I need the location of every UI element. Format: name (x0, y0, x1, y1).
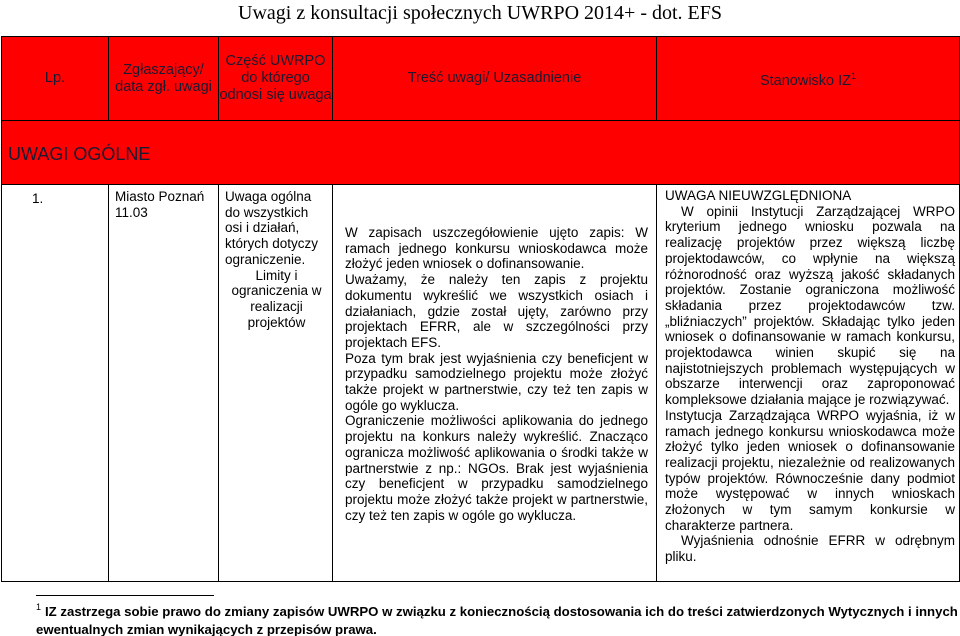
row-zglaszajacy-date: 11.03 (115, 204, 148, 220)
comments-table (1, 36, 960, 582)
header-czesc: Część UWRPO do którego odnosi się uwaga (219, 37, 333, 121)
footnote-divider (36, 595, 214, 596)
header-stanowisko-label: Stanowisko IZ (759, 72, 852, 89)
table-header-row (2, 37, 960, 121)
row-lp: 1. (2, 185, 109, 582)
row-czesc-text: Uwaga ogólna do wszystkich osi i działań, których dotyczy ograniczenie. (225, 189, 319, 267)
footnote (36, 598, 958, 636)
row-czesc (219, 185, 333, 582)
row-tresc-paragraph: Uważamy, że należy ten zapis z projektu dokumentu wykreślić we wszystkich osiach i działaniach, gdzie został ujęty, zarówno przy projektach EFRR, ale w szczególności przy projektach EFS. (345, 272, 648, 350)
header-tresc: Treść uwagi/ Uzasadnienie (333, 37, 657, 121)
section-row (2, 121, 960, 185)
row-tresc-paragraph: W zapisach uszczegółowienie ujęto zapis: W ramach jednego konkursu wnioskodawca może złożyć jeden wniosek o dofinansowanie. (345, 225, 648, 272)
header-zglaszajacy: Zgłaszający/ data zgł. uwagi (109, 37, 219, 121)
row-tresc-paragraph: Poza tym brak jest wyjaśnienia czy beneficjent w przypadku samodzielnego projektu może złożyć także projekt w partnerstwie, czy też ten zapis w ogóle go wyklucza. (345, 350, 648, 413)
row-tresc-paragraph: Ograniczenie możliwości aplikowania do jednego projektu na konkurs należy wykreślić. Znacząco ogranicza możliwość aplikowania o środki także w partnerstwie z np.: NGOs. Brak jest wyjaśnienia czy beneficjent w przypadku samodzielnego projektu może złożyć także projekt w partnerstwie, czy też ten zapis w ogóle go wyklucza. (345, 413, 648, 523)
row-zglaszajacy-name: Miasto Poznań (115, 189, 205, 204)
footnote-mark: 1 (36, 602, 42, 612)
header-stanowisko-footnote-mark: 1 (851, 70, 857, 81)
row-zglaszajacy (109, 185, 219, 582)
row-stanowisko (657, 185, 960, 582)
row-czesc-limity: Limity i ograniczenia w realizacji projektów (231, 267, 322, 330)
row-stanowisko-paragraph: W opinii Instytucji Zarządzającej WRPO kryterium jednego wniosku pozwala na realizację projektów przez większą liczbę projektodawców, co wpłynie na większą różnorodność oraz wyższą jakość składanych projektów. Zostanie ograniczona możliwość składania przez projektodawców tzw. „bliźniaczych” projektów. Składając tylko jeden wniosek o dofinansowanie w ramach konkursu, projektodawca winien skupić się na najistotniejszych problemach występujących w obszarze interwencji oraz zaproponować kompleksowe działania mające je rozwiązywać. (665, 203, 955, 408)
row-tresc (333, 185, 657, 582)
row-stanowisko-paragraph: Instytucja Zarządzająca WRPO wyjaśnia, iż w ramach jednego konkursu wnioskodawca może złożyć tylko jeden wniosek o dofinansowanie realizacji projektu, niezależnie od realizowanych typów projektów. Równocześnie dany podmiot może występować w innych wnioskach złożonych w tym samym konkursie w charakterze partnera. (665, 407, 955, 533)
header-lp: Lp. (2, 37, 109, 121)
table-row (2, 185, 960, 582)
row-stanowisko-status: UWAGA NIEUWZGLĘDNIONA (665, 188, 852, 203)
page-title: Uwagi z konsultacji społecznych UWRPO 2014+ - dot. EFS (238, 2, 722, 24)
footnote-text: IZ zastrzega sobie prawo do zmiany zapisów UWRPO w związku z koniecznością dostosowania ich do treści zatwierdzonych Wytycznych i innych ewentualnych zmian wynikających z przepisów prawa. (36, 604, 958, 636)
header-stanowisko (657, 37, 960, 121)
section-title: UWAGI OGÓLNE (2, 121, 960, 185)
row-stanowisko-paragraph: Wyjaśnienia odnośnie EFRR w odrębnym pliku. (665, 533, 955, 565)
